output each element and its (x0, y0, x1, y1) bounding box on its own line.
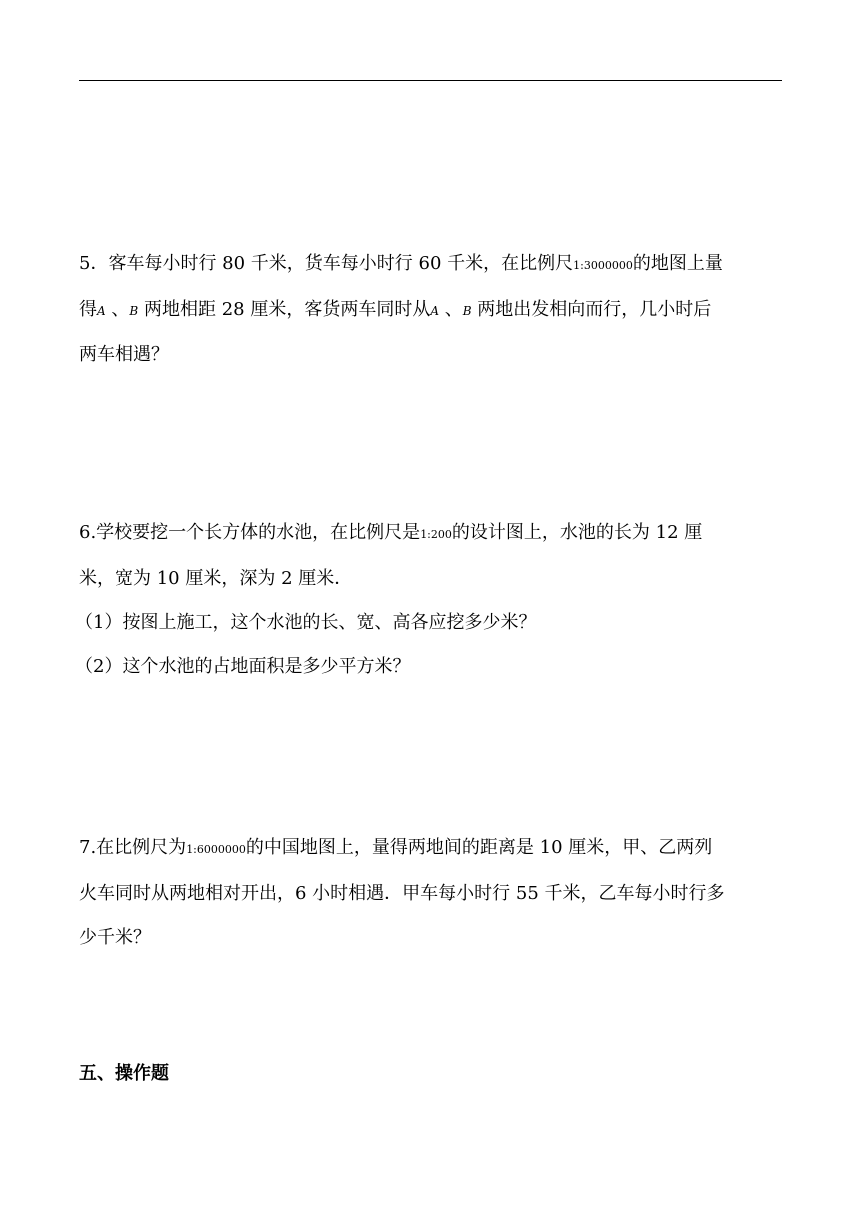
scale-value: 1:6000000 (186, 843, 246, 856)
header-rule (79, 80, 782, 81)
question-6 (75, 511, 783, 689)
question-7-line-2: 火车同时从两地相对开出，6 小时相遇．甲车每小时行 55 千米，乙车每小时行多 (79, 883, 725, 904)
section-heading: 五、操作题 (79, 1063, 169, 1084)
question-7 (79, 826, 783, 960)
point-b: B (129, 304, 139, 318)
question-5-line-1: 5．客车每小时行 80 千米，货车每小时行 60 千米，在比例尺1:3000000的地图上量 (79, 253, 723, 274)
question-6-line-2: 米，宽为 10 厘米，深为 2 厘米． (79, 568, 353, 589)
question-5 (79, 242, 783, 377)
question-6-sub-2: （2）这个水池的占地面积是多少平方米？ (75, 656, 411, 677)
point-a: A (97, 304, 106, 318)
scale-value: 1:200 (420, 528, 452, 541)
question-5-line-3: 两车相遇？ (79, 344, 169, 365)
question-7-line-1: 7.在比例尺为1:6000000的中国地图上，量得两地间的距离是 10 厘米，甲、乙两列 (79, 837, 713, 858)
point-b: B (462, 304, 472, 318)
question-7-line-3: 少千米？ (79, 927, 151, 948)
question-6-line-1: 6.学校要挖一个长方体的水池，在比例尺是1:200的设计图上，水池的长为 12 厘 (79, 522, 703, 543)
question-5-line-2: 得A 、B 两地相距 28 厘米，客货两车同时从A 、B 两地出发相向而行，几小时后 (79, 299, 712, 320)
point-a: A (430, 304, 439, 318)
scale-value: 1:3000000 (573, 259, 633, 272)
question-6-sub-1: （1）按图上施工，这个水池的长、宽、高各应挖多少米？ (75, 612, 537, 633)
